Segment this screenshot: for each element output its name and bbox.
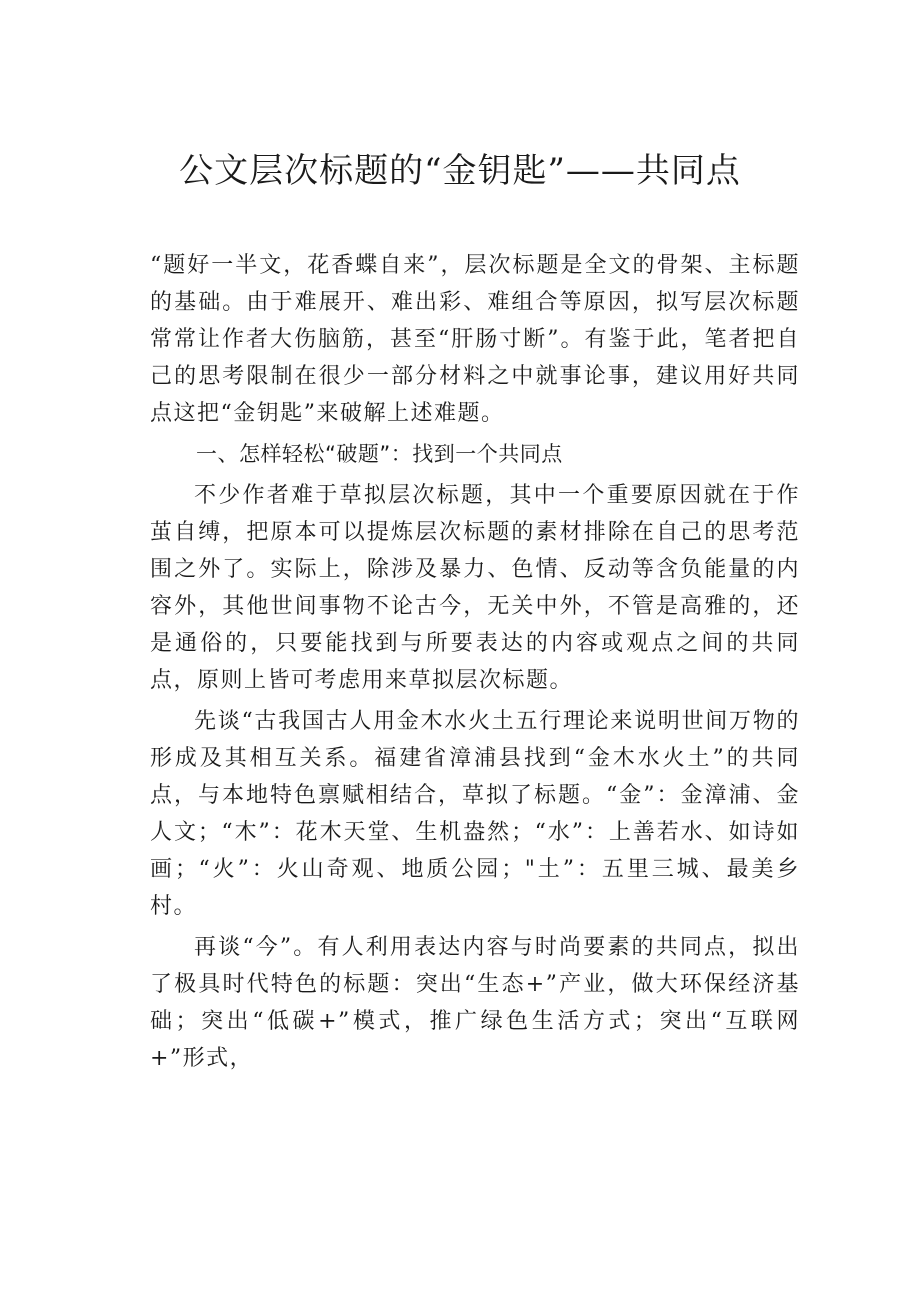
document-body xyxy=(150,247,800,1081)
body-paragraph: 不少作者难于草拟层次标题，其中一个重要原因就在于作茧自缚，把原本可以提炼层次标题的素材排除在自己的思考范围之外了。实际上，除涉及暴力、色情、反动等含负能量的内容外，其他世间事物不论古今，无关中外，不管是高雅的，还是通俗的，只要能找到与所要表达的内容或观点之间的共同点，原则上皆可考虑用来草拟层次标题。 xyxy=(150,483,800,693)
section-heading: 一、怎样轻松“破题”：找到一个共同点 xyxy=(196,442,563,466)
intro-paragraph: “题好一半文，花香蝶自来”，层次标题是全文的骨架、主标题的基础。由于难展开、难出彩、难组合等原因，拟写层次标题常常让作者大伤脑筋，甚至“肝肠寸断”。有鉴于此，笔者把自己的思考限制在很少一部分材料之中就事论事，建议用好共同点这把“金钥匙”来破解上述难题。 xyxy=(150,253,800,426)
document-title: 公文层次标题的“金钥匙”——共同点 xyxy=(179,151,741,191)
body-paragraph: 再谈“今”。有人利用表达内容与时尚要素的共同点，拟出了极具时代特色的标题：突出“生态+”产业，做大环保经济基础；突出“低碳+”模式，推广绿色生活方式；突出“互联网+”形式， xyxy=(150,935,800,1071)
body-paragraph: 先谈“古我国古人用金木水火土五行理论来说明世间万物的形成及其相互关系。福建省漳浦县找到“金木水火土”的共同点，与本地特色禀赋相结合，草拟了标题。“金”：金漳浦、金人文；“木”：花木天堂、生机盎然；“水”：上善若水、如诗如画；“火”：火山奇观、地质公园；"土”：五里三城、最美乡村。 xyxy=(150,709,800,919)
